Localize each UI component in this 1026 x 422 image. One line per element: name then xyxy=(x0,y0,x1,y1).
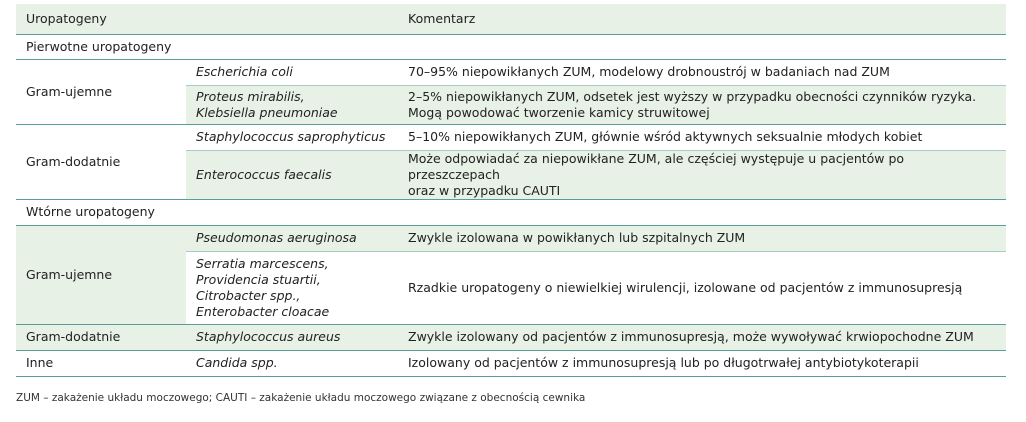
section-row-secondary xyxy=(16,199,1006,225)
comment-cell: Zwykle izolowany od pacjentów z immunosupresją, może wywoływać krwiopochodne ZUM xyxy=(398,324,1006,350)
organism-line: Citrobacter spp., xyxy=(196,287,301,303)
comment-cell: Izolowany od pacjentów z immunosupresją lub po długotrwałej antybiotykoterapii xyxy=(398,350,1006,376)
organism-line: Enterobacter cloacae xyxy=(196,303,330,319)
comment-cell: 5–10% niepowikłanych ZUM, głównie wśród aktywnych seksualnie młodych kobiet xyxy=(398,124,1006,150)
group-label: Gram-dodatnie xyxy=(16,324,186,350)
table-header-row xyxy=(16,4,1006,34)
comment-line: Mogą powodować tworzenie kamicy struwitowej xyxy=(408,104,710,120)
group-label: Gram-dodatnie xyxy=(16,124,186,199)
organism-cell: Staphylococcus aureus xyxy=(186,324,398,350)
section-title-primary: Pierwotne uropatogeny xyxy=(16,34,1006,59)
comment-line: Może odpowiadać za niepowikłane ZUM, ale częściej występuje u pacjentów po przeszczepach xyxy=(408,150,905,182)
comment-cell: Zwykle izolowana w powikłanych lub szpitalnych ZUM xyxy=(398,225,1006,251)
organism-cell: Escherichia coli xyxy=(186,59,398,85)
header-uropatogeny: Uropatogeny xyxy=(16,4,186,34)
organism-cell xyxy=(186,85,398,124)
organism-line: Providencia stuartii, xyxy=(196,271,321,287)
header-komentarz: Komentarz xyxy=(398,4,1006,34)
organism-cell: Enterococcus faecalis xyxy=(186,150,398,199)
table-row xyxy=(16,59,1006,85)
table-row xyxy=(16,350,1006,376)
uropathogens-table xyxy=(16,4,1006,377)
header-empty xyxy=(186,4,398,34)
footnote: ZUM – zakażenie układu moczowego; CAUTI – zakażenie układu moczowego związane z obecnością cewnika xyxy=(16,392,586,404)
comment-cell xyxy=(398,150,1006,199)
section-row-primary xyxy=(16,34,1006,59)
organism-line: Serratia marcescens, xyxy=(196,255,329,271)
section-title-secondary: Wtórne uropatogeny xyxy=(16,199,1006,225)
comment-line: oraz w przypadku CAUTI xyxy=(408,182,561,198)
table-row xyxy=(16,124,1006,150)
organism-line: Klebsiella pneumoniae xyxy=(196,104,338,120)
organism-cell: Staphylococcus saprophyticus xyxy=(186,124,398,150)
group-label: Gram-ujemne xyxy=(16,225,186,324)
group-label: Gram-ujemne xyxy=(16,59,186,124)
group-label: Inne xyxy=(16,350,186,376)
organism-cell xyxy=(186,251,398,324)
organism-cell: Candida spp. xyxy=(186,350,398,376)
table-row xyxy=(16,225,1006,251)
comment-cell: 70–95% niepowikłanych ZUM, modelowy drobnoustrój w badaniach nad ZUM xyxy=(398,59,1006,85)
comment-cell: Rzadkie uropatogeny o niewielkiej wirulencji, izolowane od pacjentów z immunosupresją xyxy=(398,251,1006,324)
organism-line: Proteus mirabilis, xyxy=(196,88,305,104)
table-row xyxy=(16,324,1006,350)
organism-cell: Pseudomonas aeruginosa xyxy=(186,225,398,251)
comment-cell xyxy=(398,85,1006,124)
comment-line: 2–5% niepowikłanych ZUM, odsetek jest wyższy w przypadku obecności czynników ryzyka. xyxy=(408,88,977,104)
